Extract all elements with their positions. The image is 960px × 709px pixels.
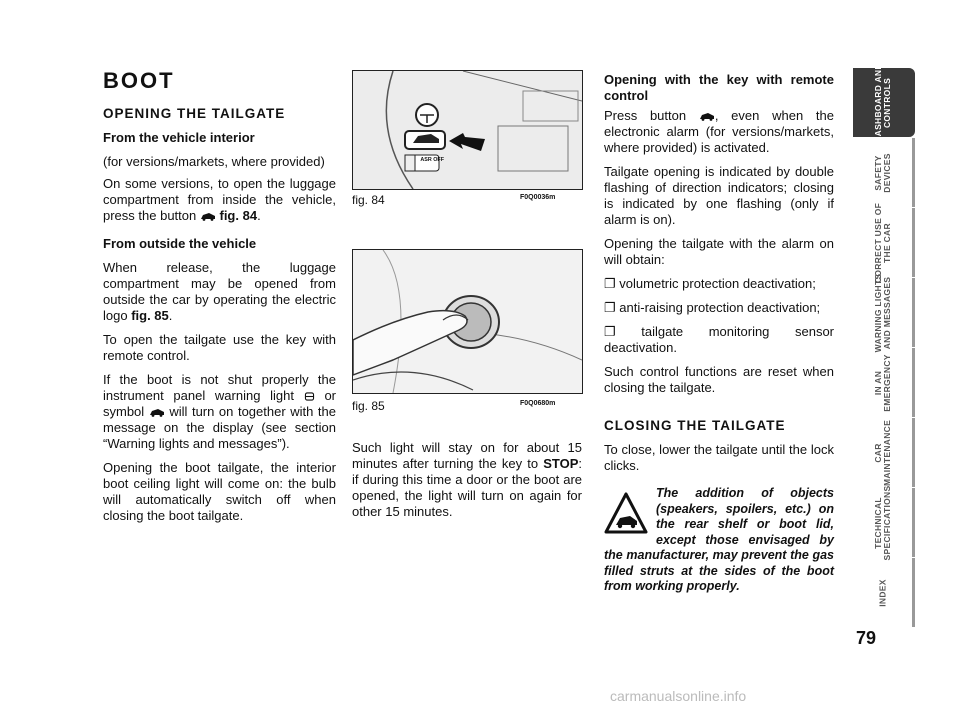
list-item: ❐ anti-raising protection deactivation; — [604, 300, 834, 316]
figure-85-caption: fig. 85 — [352, 399, 385, 413]
outside-paragraph-1: When release, the luggage compartment may be opened from outside the car by operating the electric logo fig. 85. — [103, 260, 336, 323]
figure-84-image — [352, 70, 583, 190]
tab-index[interactable] — [853, 558, 915, 627]
page-number: 79 — [856, 628, 877, 648]
column-1 — [103, 106, 336, 532]
interior-note: (for versions/markets, where provided) — [103, 154, 325, 169]
tab-in-an-emergency[interactable] — [853, 348, 915, 417]
tab-dashboard-and-controls[interactable] — [853, 62, 915, 143]
fig-85-ref: fig. 85 — [131, 308, 169, 323]
tailgate-logo-illustration — [353, 250, 582, 393]
light-duration-paragraph: Such light will stay on for about 15 minutes after turning the key to STOP: if during this time a door or the boot are opened, the light will turn on again for other 15 minutes. — [352, 440, 582, 519]
column-2-text — [352, 440, 582, 528]
subheading-outside: From outside the vehicle — [103, 236, 257, 251]
tab-label: CAR MAINTENANCE — [872, 419, 892, 486]
tab-car-maintenance[interactable] — [853, 418, 915, 487]
remote-paragraph-1: Press button , even when the electronic alarm (for versions/markets, where provided) is activated. — [604, 108, 834, 155]
stop-keyword: STOP — [543, 456, 579, 471]
tab-label: DASHBOARD AND CONTROLS — [872, 62, 892, 143]
asr-off-label: ASR OFF — [420, 157, 445, 163]
tab-label: CORRECT USE OF THE CAR — [872, 202, 892, 283]
car-tailgate-icon — [699, 112, 715, 121]
subheading-interior: From the vehicle interior — [103, 130, 255, 145]
tab-label: IN AN EMERGENCY — [872, 353, 892, 412]
list-item: ❐ volumetric protection deactivation; — [604, 276, 834, 292]
tab-label: SAFETY DEVICES — [872, 152, 892, 193]
list-item: ❐ tailgate monitoring sensor deactivation. — [604, 324, 834, 356]
column-3 — [604, 72, 834, 482]
warning-box — [604, 486, 834, 595]
remote-paragraph-2: Tailgate opening is indicated by double flashing of direction indicators; closing is indicated by one flashing (only if alarm is on). — [604, 164, 834, 227]
dashboard-buttons-illustration — [353, 71, 582, 189]
car-tailgate-icon — [149, 408, 165, 417]
tab-label: INDEX — [877, 578, 887, 607]
watermark: carmanualsonline.info — [610, 688, 747, 704]
figure-84-caption: fig. 84 — [352, 193, 385, 207]
figure-85-image — [352, 249, 583, 394]
outside-paragraph-3: If the boot is not shut properly the instrument panel warning light or symbol will turn on together with the message on the display (see section “Warning lights and messages”). — [103, 372, 336, 451]
figure-85-code: F0Q0680m — [520, 400, 556, 407]
closing-paragraph: To close, lower the tailgate until the lock clicks. — [604, 442, 834, 473]
boot-open-warning-icon — [304, 392, 315, 401]
remote-paragraph-4: Such control functions are reset when closing the tailgate. — [604, 364, 834, 395]
figure-84-code: F0Q0036m — [520, 194, 556, 201]
tab-label: TECHNICAL SPECIFICATIONS — [872, 485, 892, 560]
remote-paragraph-3: Opening the tailgate with the alarm on will obtain: — [604, 236, 834, 267]
tab-safety-devices[interactable] — [853, 138, 915, 207]
section-heading-closing: CLOSING THE TAILGATE — [604, 418, 786, 433]
tab-technical-specifications[interactable] — [853, 485, 915, 560]
fig-84-ref: fig. 84 — [219, 208, 258, 223]
car-tailgate-icon — [200, 212, 216, 221]
tab-correct-use[interactable] — [853, 202, 915, 283]
warning-triangle-icon — [604, 492, 648, 536]
interior-paragraph: On some versions, to open the luggage compartment from inside the vehicle, press the button fig. 84. — [103, 176, 336, 223]
tab-warning-lights[interactable] — [853, 273, 915, 352]
section-heading-opening: OPENING THE TAILGATE — [103, 106, 286, 121]
page-title: BOOT — [103, 68, 175, 93]
tab-label: WARNING LIGHTS AND MESSAGES — [872, 273, 892, 352]
outside-paragraph-4: Opening the boot tailgate, the interior boot ceiling light will come on: the bulb will automatically switch off when closing the boot tailgate. — [103, 460, 336, 523]
warning-text: The addition of objects (speakers, spoilers, etc.) on the rear shelf or boot lid, except those envisaged by the manufacturer, may prevent the gas filled struts at the sides of the boot from working properly. — [604, 486, 834, 593]
outside-paragraph-2: To open the tailgate use the key with remote control. — [103, 332, 336, 363]
subheading-remote: Opening with the key with remote control — [604, 72, 834, 103]
